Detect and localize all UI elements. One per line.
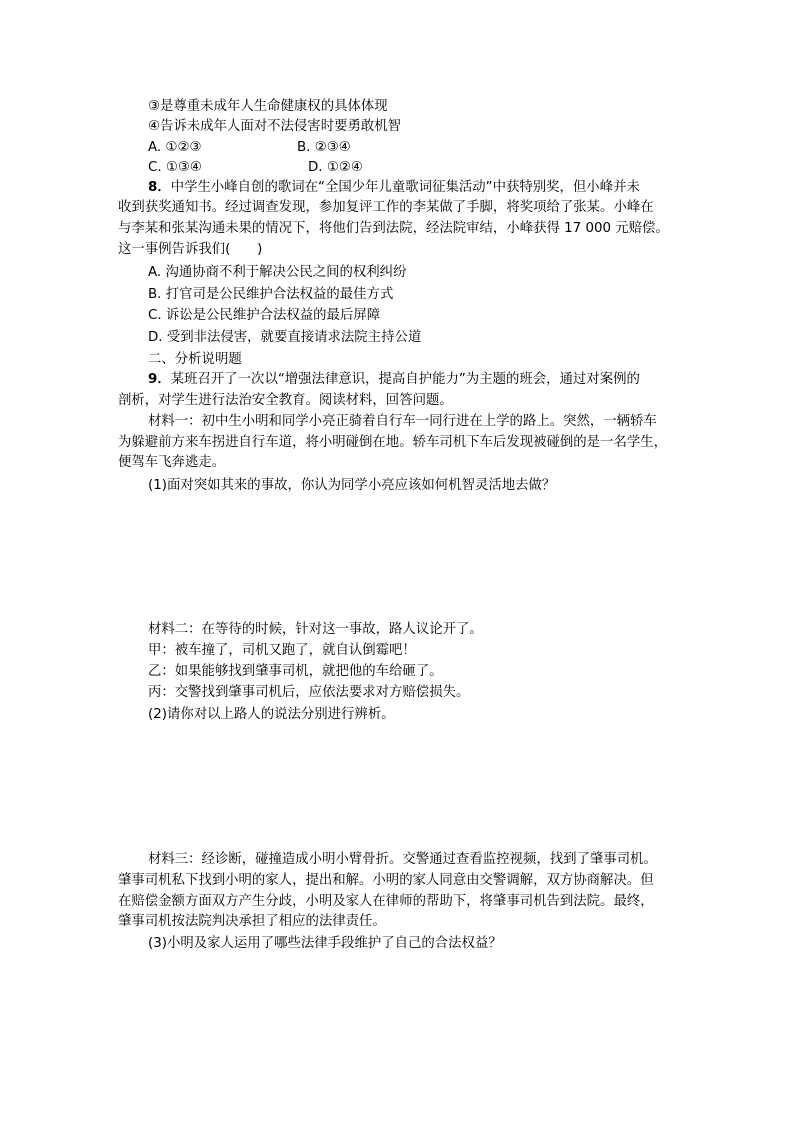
q8-line-1: 8．中学生小峰自创的歌词在“全国少年儿童歌词征集活动”中获特别奖，但小峰并未 [148, 180, 640, 195]
q7-option-b: B. ②③④ [297, 140, 351, 155]
q8-option-a: A. 沟通协商不利于解决公民之间的权利纠纷 [148, 265, 407, 280]
material-2-line-2: 甲：被车撞了，司机又跑了，就自认倒霉吧！ [148, 643, 416, 658]
q7-option-c: C. ①③④ [148, 160, 202, 175]
q9-line-2: 剖析，对学生进行法治安全教育。阅读材料，回答问题。 [118, 393, 453, 408]
question-3: (3)小明及家人运用了哪些法律手段维护了自己的合法权益？ [148, 936, 502, 951]
section-heading: 二、分析说明题 [148, 352, 242, 367]
material-3-line-4: 肇事司机按法院判决承担了相应的法律责任。 [118, 914, 386, 929]
material-1-line-3: 便驾车飞奔逃走。 [118, 455, 226, 470]
q8-option-d: D. 受到非法侵害，就要直接请求法院主持公道 [148, 330, 422, 345]
q7-option-d: D. ①②④ [308, 160, 363, 175]
material-3-line-2: 肇事司机私下找到小明的家人，提出和解。小明的家人同意由交警调解，双方协商解决。但 [118, 873, 654, 888]
q8-option-c: C. 诉讼是公民维护合法权益的最后屏障 [148, 308, 381, 323]
material-2-line-1: 材料二：在等待的时候，针对这一事故，路人议论开了。 [148, 622, 483, 637]
q8-option-b: B. 打官司是公民维护合法权益的最佳方式 [148, 287, 394, 302]
material-1-line-2: 为躲避前方来车拐进自行车道，将小明碰倒在地。轿车司机下车后发现被碰倒的是一名学生， [118, 435, 668, 450]
question-2: (2)请你对以上路人的说法分别进行辨析。 [148, 707, 395, 722]
question-1: (1)面对突如其来的事故，你认为同学小亮应该如何机智灵活地去做？ [148, 478, 556, 493]
material-2-line-3: 乙：如果能够找到肇事司机，就把他的车给砸了。 [148, 664, 443, 679]
material-3-line-3: 在赔偿金额方面双方产生分歧，小明及家人在律师的帮助下，将肇事司机告到法院。最终， [118, 894, 654, 909]
q9-line-1: 9．某班召开了一次以“增强法律意识，提高自护能力”为主题的班会，通过对案例的 [148, 372, 640, 387]
material-1-line-1: 材料一：初中生小明和同学小亮正骑着自行车一同行进在上学的路上。突然，一辆轿车 [148, 414, 657, 429]
q9-number: 9． [148, 372, 171, 387]
q7-item-4: ④告诉未成年人面对不法侵害时要勇敢机智 [148, 119, 402, 134]
q7-item-3: ③是尊重未成年人生命健康权的具体体现 [148, 99, 388, 114]
q7-option-a: A. ①②③ [148, 140, 202, 155]
q8-number: 8． [148, 180, 171, 195]
q8-line-3: 与李某和张某沟通未果的情况下，将他们告到法院，经法院审结，小峰获得 17 000 元赔偿。 [118, 221, 669, 236]
q8-line-2: 收到获奖通知书。经过调查发现，参加复评工作的李某做了手脚，将奖项给了张某。小峰在 [118, 200, 654, 215]
material-3-line-1: 材料三：经诊断，碰撞造成小明小臂骨折。交警通过查看监控视频，找到了肇事司机。 [148, 852, 657, 867]
q8-line-4: 这一事例告诉我们( ) [118, 242, 263, 257]
material-2-line-4: 丙：交警找到肇事司机后，应依法要求对方赔偿损失。 [148, 685, 470, 700]
